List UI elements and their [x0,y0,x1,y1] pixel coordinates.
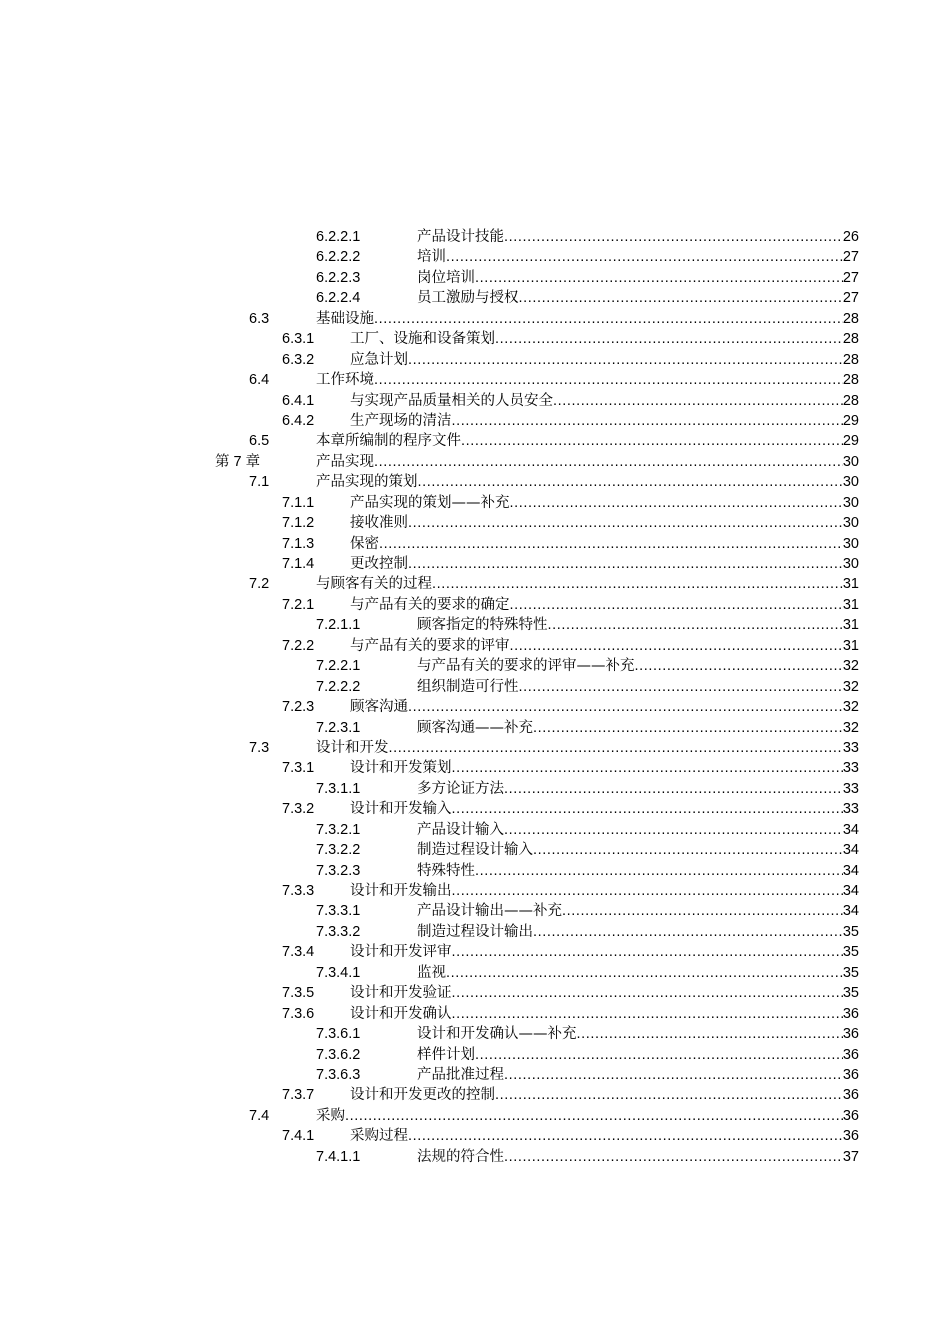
toc-entry-body [417,656,859,676]
toc-entry-number: 7.1 [249,474,270,491]
toc-entry[interactable] [0,1085,950,1105]
toc-entry[interactable] [0,656,950,676]
toc-entry-body [417,922,859,942]
dot-leader [519,288,843,308]
dot-leader [452,799,843,819]
toc-entry-page-number: 36 [842,1046,859,1063]
toc-entry-title: 采购过程 [350,1128,408,1145]
toc-entry-body [316,431,859,451]
toc-entry[interactable] [0,1004,950,1024]
toc-entry-body [350,595,859,615]
toc-entry-title: 产品实现的策划——补充 [350,494,510,511]
toc-entry-body [350,636,859,656]
toc-entry-number: 7.2.2.1 [316,658,361,675]
dot-leader [533,922,843,942]
toc-entry-title: 制造过程设计输出 [417,923,533,940]
toc-entry-page-number: 28 [842,351,859,368]
toc-entry-title: 产品实现 [316,453,374,470]
toc-entry-number: 7.3.6.1 [316,1026,361,1043]
toc-entry[interactable] [0,247,950,267]
toc-entry-title: 产品设计输入 [417,821,504,838]
toc-entry[interactable] [0,963,950,983]
toc-entry-number: 7.3.7 [282,1087,315,1104]
toc-entry-number: 7.3.1.1 [316,780,361,797]
toc-entry-body [417,1065,859,1085]
dot-leader [504,779,843,799]
toc-entry-page-number: 28 [842,331,859,348]
toc-entry-title: 样件计划 [417,1046,475,1063]
dot-leader [408,697,843,717]
toc-entry-number: 7.3.6 [282,1005,315,1022]
dot-leader [374,309,843,329]
toc-entry-number: 7.2 [249,576,270,593]
toc-entry-title: 设计和开发 [316,739,389,756]
toc-entry-body [350,1126,859,1146]
toc-entry-page-number: 32 [842,699,859,716]
toc-entry-body [417,901,859,921]
toc-entry-number: 7.1.2 [282,515,315,532]
toc-entry-body [417,840,859,860]
toc-entry[interactable] [0,697,950,717]
dot-leader [510,493,843,513]
toc-entry-page-number: 33 [842,780,859,797]
toc-entry[interactable] [0,1045,950,1065]
toc-entry-title: 设计和开发确认 [350,1005,452,1022]
toc-entry-number: 7.3.3.1 [316,903,361,920]
toc-entry-title: 组织制造可行性 [417,678,519,695]
toc-entry[interactable] [0,718,950,738]
toc-entry-page-number: 37 [842,1148,859,1165]
toc-entry-number: 6.4.1 [282,392,315,409]
toc-entry-page-number: 28 [842,310,859,327]
toc-entry-body [350,758,859,778]
toc-entry-page-number: 33 [842,760,859,777]
toc-entry-title: 设计和开发验证 [350,985,452,1002]
dot-leader [504,227,843,247]
toc-entry-page-number: 32 [842,719,859,736]
toc-entry-page-number: 35 [842,964,859,981]
toc-entry-body [350,697,859,717]
toc-entry[interactable] [0,1147,950,1167]
toc-entry[interactable] [0,370,950,390]
toc-entry-number: 6.4 [249,372,270,389]
toc-entry-title: 本章所编制的程序文件 [316,433,461,450]
dot-leader [345,1106,843,1126]
toc-entry-number: 7.3.2.1 [316,821,361,838]
toc-entry[interactable] [0,268,950,288]
toc-entry-page-number: 35 [842,923,859,940]
toc-entry-body [350,1004,859,1024]
toc-entry-page-number: 27 [842,249,859,266]
toc-entry-number: 7.2.1 [282,596,315,613]
toc-entry-number: 6.5 [249,433,270,450]
toc-entry[interactable] [0,554,950,574]
toc-entry-page-number: 31 [842,617,859,634]
toc-entry-number: 7.1.1 [282,494,315,511]
toc-entry-page-number: 34 [842,842,859,859]
toc-entry-number: 7.3.4.1 [316,964,361,981]
toc-entry[interactable] [0,309,950,329]
toc-entry-title: 生产现场的清洁 [350,412,452,429]
toc-entry-body [350,942,859,962]
toc-entry-number: 6.2.2.2 [316,249,361,266]
toc-entry[interactable] [0,636,950,656]
toc-entry-body [350,411,859,431]
toc-entry-title: 工作环境 [316,372,374,389]
toc-entry[interactable] [0,922,950,942]
toc-entry-title: 特殊特性 [417,862,475,879]
toc-entry-title: 产品实现的策划 [316,474,418,491]
toc-entry[interactable] [0,1106,950,1126]
toc-entry-number: 7.3.2.3 [316,862,361,879]
toc-entry-title: 顾客沟通 [350,699,408,716]
toc-entry-page-number: 33 [842,801,859,818]
toc-entry-page-number: 27 [842,269,859,286]
toc-entry-page-number: 28 [842,372,859,389]
toc-entry-body [417,615,859,635]
toc-entry-title: 监视 [417,964,446,981]
toc-entry[interactable] [0,595,950,615]
dot-leader [452,758,843,778]
toc-entry-title: 产品批准过程 [417,1066,504,1083]
toc-entry[interactable] [0,1065,950,1085]
toc-entry[interactable] [0,329,950,349]
toc-entry[interactable] [0,799,950,819]
dot-leader [519,677,843,697]
toc-entry-number: 7.3.3 [282,883,315,899]
dot-leader [452,411,843,431]
toc-entry-body [417,227,859,247]
toc-entry-title: 与产品有关的要求的评审 [350,637,510,654]
toc-entry-number: 7.3.2 [282,801,315,818]
dot-leader [408,1126,843,1146]
toc-entry-title: 设计和开发输出 [350,883,452,899]
toc-entry-number: 7.3.4 [282,944,315,961]
dot-leader [495,1085,843,1105]
toc-entry-title: 设计和开发评审 [350,944,452,961]
toc-entry-page-number: 31 [842,596,859,613]
toc-entry-body [350,329,859,349]
toc-entry-body [417,1024,859,1044]
dot-leader [389,738,843,758]
toc-entry-title: 岗位培训 [417,269,475,286]
toc-entry-page-number: 26 [842,229,859,245]
dot-leader [408,350,843,370]
dot-leader [548,615,843,635]
dot-leader [452,942,843,962]
toc-entry-page-number: 33 [842,739,859,756]
dot-leader [533,718,843,738]
table-of-contents [0,227,950,1167]
toc-entry-body [417,288,859,308]
toc-entry[interactable] [0,820,950,840]
toc-entry-body [350,391,859,411]
toc-entry[interactable] [0,677,950,697]
toc-entry-title: 顾客指定的特殊特性 [417,617,548,634]
dot-leader [408,513,843,533]
toc-entry-body [417,268,859,288]
toc-entry-title: 基础设施 [316,310,374,327]
toc-entry-title: 与产品有关的要求的评审——补充 [417,658,635,675]
toc-entry-body [316,1106,859,1126]
dot-leader [553,391,843,411]
toc-entry-title: 与顾客有关的过程 [316,576,432,593]
toc-entry-body [316,309,859,329]
toc-entry-page-number: 29 [842,433,859,450]
toc-entry-page-number: 36 [842,1087,859,1104]
toc-entry-number: 7.2.3 [282,699,315,716]
dot-leader [379,534,843,554]
toc-entry-page-number: 36 [842,1107,859,1124]
toc-entry-number: 7.4.1 [282,1128,315,1145]
toc-entry-number: 6.2.2.4 [316,290,361,307]
dot-leader [504,820,843,840]
toc-entry-number: 7.4 [249,1107,270,1124]
toc-entry[interactable] [0,472,950,492]
toc-entry-page-number: 34 [842,821,859,838]
toc-entry-number: 6.3.1 [282,331,315,348]
toc-entry-body [350,534,859,554]
toc-entry-number: 7.3.2.2 [316,842,361,859]
toc-entry[interactable] [0,840,950,860]
dot-leader [452,1004,843,1024]
toc-entry-title: 产品设计技能 [417,229,504,245]
toc-entry-page-number: 31 [842,637,859,654]
toc-entry-number: 6.3 [249,310,270,327]
toc-entry-body [417,779,859,799]
toc-entry-body [350,554,859,574]
toc-entry-title: 员工激励与授权 [417,290,519,307]
toc-entry[interactable] [0,942,950,962]
toc-entry-body [417,861,859,881]
toc-entry-body [316,370,859,390]
dot-leader [510,595,843,615]
toc-entry[interactable] [0,431,950,451]
dot-leader [475,861,843,881]
toc-entry[interactable] [0,534,950,554]
toc-entry-body [350,350,859,370]
toc-entry-title: 制造过程设计输入 [417,842,533,859]
toc-entry-title: 工厂、设施和设备策划 [350,331,495,348]
toc-entry[interactable] [0,1126,950,1146]
toc-entry-title: 设计和开发策划 [350,760,452,777]
toc-entry-number: 6.3.2 [282,351,315,368]
dot-leader [504,1065,843,1085]
toc-entry[interactable] [0,738,950,758]
toc-entry-number: 7.2.2 [282,637,315,654]
toc-entry-page-number: 34 [842,883,859,899]
toc-entry-page-number: 30 [842,494,859,511]
toc-entry-page-number: 27 [842,290,859,307]
toc-entry-number: 6.4.2 [282,412,315,429]
toc-entry-page-number: 35 [842,944,859,961]
toc-entry-number: 6.2.2.3 [316,269,361,286]
toc-entry-page-number: 28 [842,392,859,409]
toc-entry[interactable] [0,513,950,533]
toc-entry-body [417,247,859,267]
dot-leader [562,901,843,921]
toc-entry-body [417,1147,859,1167]
toc-entry[interactable] [0,861,950,881]
toc-entry-body [350,983,859,1003]
dot-leader [408,554,843,574]
toc-entry-body [316,738,859,758]
toc-entry-number: 7.1.3 [282,535,315,552]
toc-entry[interactable] [0,881,950,901]
toc-entry-number: 7.4.1.1 [316,1148,361,1165]
toc-entry-number: 7.3.6.3 [316,1066,361,1083]
toc-entry-page-number: 30 [842,515,859,532]
toc-entry[interactable] [0,227,950,247]
toc-entry-page-number: 30 [842,453,859,470]
toc-entry-title: 法规的符合性 [417,1148,504,1165]
toc-entry-title: 设计和开发更改的控制 [350,1087,495,1104]
toc-entry-title: 多方论证方法 [417,780,504,797]
toc-entry-title: 产品设计输出——补充 [417,903,562,920]
toc-entry-number: 7.1.4 [282,556,315,572]
dot-leader [510,636,843,656]
toc-entry-title: 与实现产品质量相关的人员安全 [350,392,553,409]
toc-entry[interactable] [0,983,950,1003]
dot-leader [461,431,843,451]
toc-entry-title: 顾客沟通——补充 [417,719,533,736]
toc-entry-page-number: 36 [842,1066,859,1083]
toc-entry-title: 保密 [350,535,379,552]
toc-entry-page-number: 36 [842,1005,859,1022]
toc-entry[interactable] [0,391,950,411]
dot-leader [452,983,843,1003]
toc-entry-body [350,1085,859,1105]
toc-entry[interactable] [0,411,950,431]
dot-leader [495,329,843,349]
toc-entry-page-number: 29 [842,412,859,429]
dot-leader [374,370,843,390]
toc-entry-page-number: 36 [842,1128,859,1145]
toc-entry-number: 7.2.1.1 [316,617,361,634]
toc-entry-body [350,881,859,901]
toc-entry-title: 设计和开发输入 [350,801,452,818]
toc-entry-body [350,493,859,513]
toc-entry-title: 接收准则 [350,515,408,532]
toc-entry-body [417,718,859,738]
dot-leader [374,452,843,472]
toc-entry-title: 培训 [417,249,446,266]
toc-entry-page-number: 35 [842,985,859,1002]
toc-entry-body [316,574,859,594]
toc-entry[interactable] [0,779,950,799]
toc-entry-title: 应急计划 [350,351,408,368]
toc-entry[interactable] [0,452,950,472]
toc-entry-number: 7.3.5 [282,985,315,1002]
toc-entry-page-number: 30 [842,556,859,572]
toc-entry-page-number: 34 [842,862,859,879]
dot-leader [452,881,843,901]
toc-entry[interactable] [0,350,950,370]
toc-entry-body [417,820,859,840]
dot-leader [504,1147,843,1167]
toc-entry-title: 与产品有关的要求的确定 [350,596,510,613]
toc-entry-title: 设计和开发确认——补充 [417,1026,577,1043]
dot-leader [475,268,843,288]
toc-entry[interactable] [0,288,950,308]
toc-entry-number: 7.3.1 [282,760,315,777]
toc-entry-body [316,452,859,472]
toc-entry-body [417,963,859,983]
dot-leader [418,472,843,492]
toc-entry-number: 7.3.6.2 [316,1046,361,1063]
dot-leader [432,574,843,594]
toc-entry-body [417,1045,859,1065]
dot-leader [446,963,843,983]
toc-entry-title: 采购 [316,1107,345,1124]
toc-entry-number: 7.2.3.1 [316,719,361,736]
toc-entry-page-number: 30 [842,535,859,552]
toc-entry-number: 7.3.3.2 [316,923,361,940]
toc-entry-page-number: 36 [842,1026,859,1043]
toc-entry-number: 7.3 [249,739,270,756]
toc-entry[interactable] [0,1024,950,1044]
toc-entry[interactable] [0,901,950,921]
toc-entry-body [350,513,859,533]
toc-entry-page-number: 32 [842,678,859,695]
toc-entry-page-number: 32 [842,658,859,675]
toc-entry-page-number: 34 [842,903,859,920]
dot-leader [446,247,843,267]
toc-entry[interactable] [0,574,950,594]
toc-entry[interactable] [0,615,950,635]
dot-leader [577,1024,843,1044]
toc-entry-title: 更改控制 [350,556,408,572]
toc-entry-page-number: 30 [842,474,859,491]
toc-entry-body [350,799,859,819]
toc-entry[interactable] [0,758,950,778]
dot-leader [475,1045,843,1065]
toc-entry-number: 6.2.2.1 [316,229,361,245]
dot-leader [635,656,843,676]
toc-entry-number: 7.2.2.2 [316,678,361,695]
toc-entry-body [316,472,859,492]
toc-entry-number: 第 7 章 [215,453,261,470]
dot-leader [533,840,843,860]
toc-entry-body [417,677,859,697]
toc-entry[interactable] [0,493,950,513]
toc-entry-page-number: 31 [842,576,859,593]
